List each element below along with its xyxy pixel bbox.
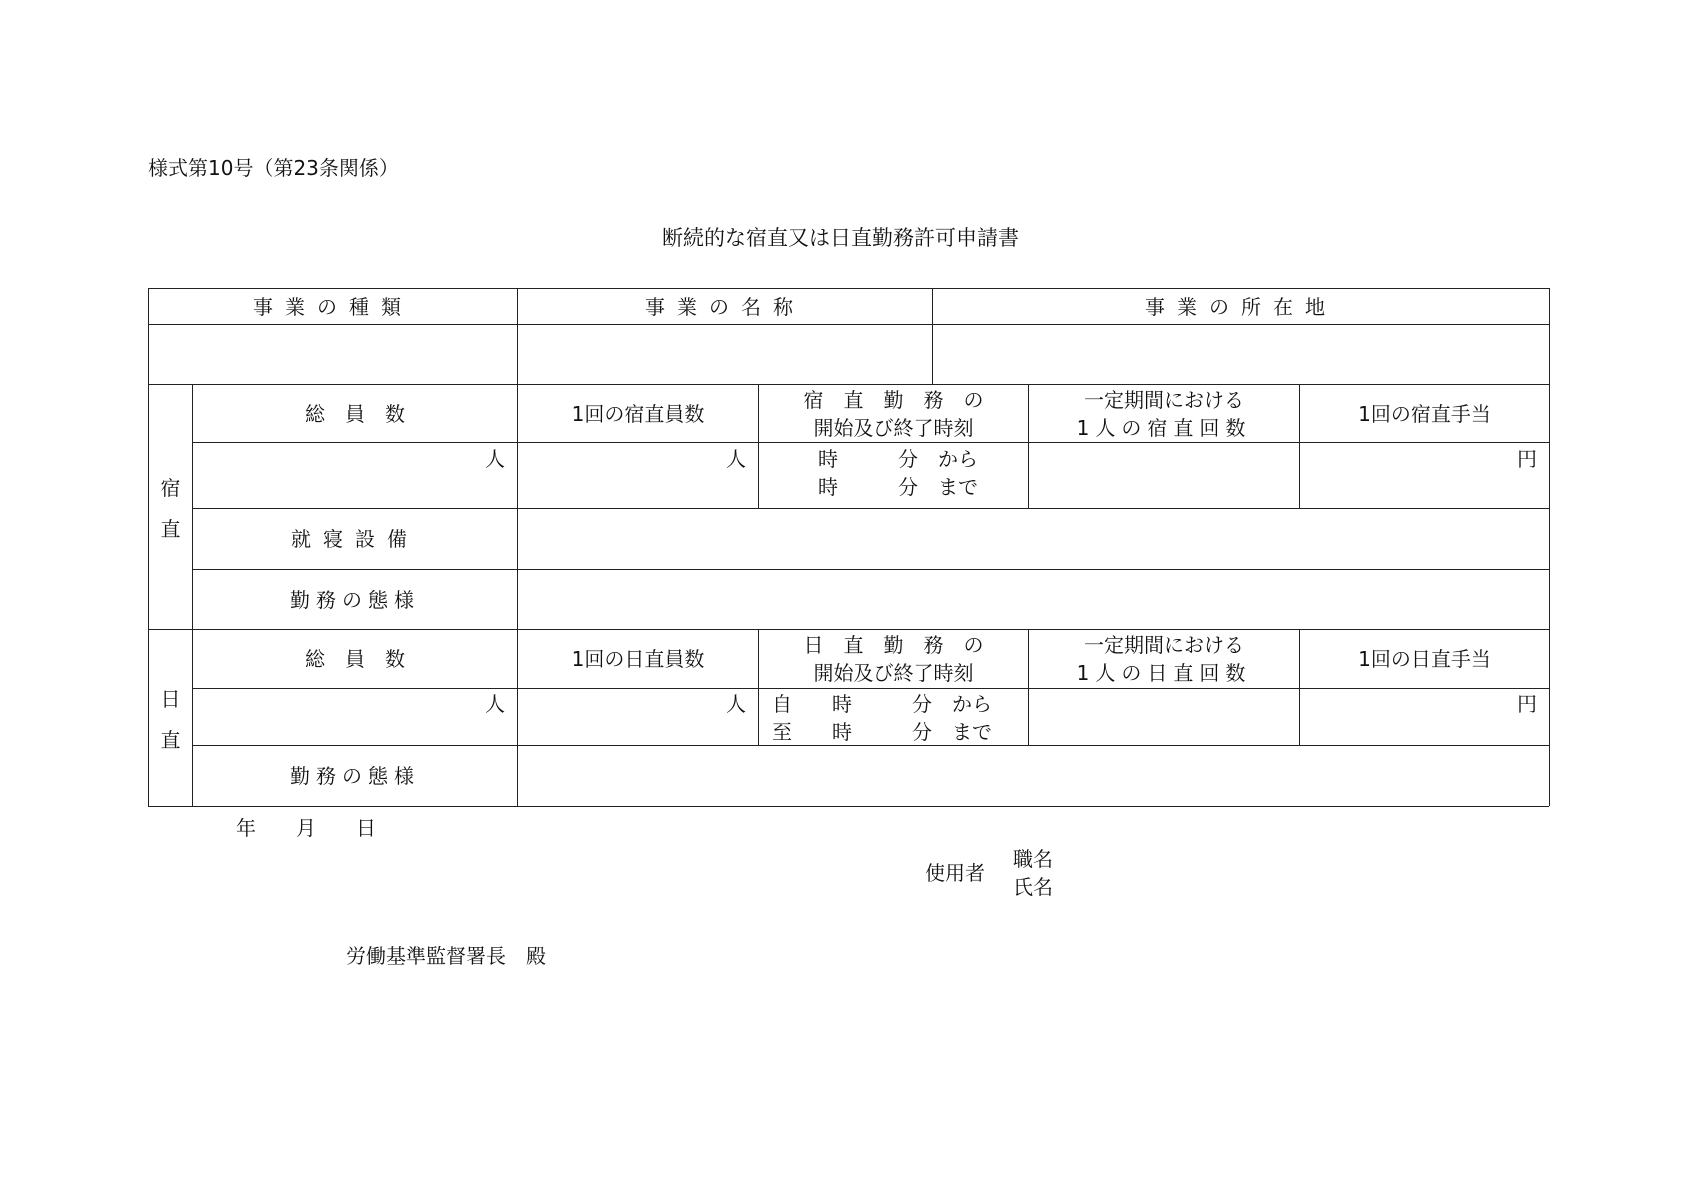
shukuchoku-side-label: [149, 385, 192, 629]
employer-name-label: 氏名: [1013, 875, 1053, 899]
shukuchoku-per-shift-unit: 人: [726, 447, 746, 471]
shukuchoku-side-char-2: 直: [160, 517, 181, 541]
nicchoku-time-label: [759, 630, 1028, 688]
nicchoku-side-label: [149, 630, 192, 806]
addressee: 労働基準監督署長 殿: [346, 944, 546, 968]
shukuchoku-time-to: 時 分 まで: [818, 475, 978, 499]
employer-label: 使用者: [925, 861, 985, 885]
nicchoku-work-mode-label: 勤務の態様: [290, 764, 420, 788]
nicchoku-count-label-line1: 一定期間における: [1084, 633, 1244, 657]
nicchoku-per-shift-unit: 人: [726, 692, 746, 716]
nicchoku-total-staff-unit: 人: [485, 692, 505, 716]
document-title: 断続的な宿直又は日直勤務許可申請書: [662, 226, 1019, 250]
shukuchoku-allowance-label: 1回の宿直手当: [1358, 401, 1491, 426]
date-line: 年 月 日: [236, 816, 376, 840]
sleep-facility-field[interactable]: [518, 509, 1549, 569]
shukuchoku-work-mode-field[interactable]: [518, 570, 1549, 629]
employer-title-label: 職名: [1013, 847, 1053, 871]
shukuchoku-side-char-1: 宿: [160, 476, 181, 500]
shukuchoku-total-staff-label: 総 員 数: [305, 401, 405, 426]
nicchoku-per-shift-staff-label: 1回の日直員数: [571, 647, 705, 671]
business-name-field[interactable]: [518, 325, 932, 384]
shukuchoku-time-label-line2: 開始及び終了時刻: [813, 415, 974, 440]
nicchoku-allowance-label: 1回の日直手当: [1358, 647, 1491, 671]
nicchoku-allowance-unit: 円: [1517, 692, 1537, 716]
shukuchoku-total-staff-unit: 人: [485, 447, 505, 471]
shukuchoku-time-from: 時 分 から: [818, 447, 978, 471]
header-business-type: 事業の種類: [253, 294, 413, 319]
shukuchoku-work-mode-label: 勤務の態様: [290, 587, 420, 612]
header-business-name: 事業の名称: [645, 294, 805, 319]
shukuchoku-count-label: [1029, 385, 1299, 442]
shukuchoku-allowance-unit: 円: [1517, 447, 1537, 471]
nicchoku-time-from: 自 時 分 から: [772, 692, 992, 716]
nicchoku-side-char-1: 日: [160, 687, 181, 711]
nicchoku-total-staff-label: 総 員 数: [305, 647, 405, 671]
nicchoku-time-label-line2: 開始及び終了時刻: [813, 661, 974, 685]
nicchoku-time-label-line1: 日 直 勤 務 の: [803, 633, 984, 657]
nicchoku-count-label-line2: 1人の日直回数: [1076, 661, 1252, 685]
form-number: 様式第10号（第23条関係）: [148, 156, 399, 180]
sleep-facility-label: 就寝設備: [291, 527, 419, 551]
shukuchoku-time-label: [759, 385, 1028, 442]
header-business-location: 事業の所在地: [1145, 294, 1337, 319]
nicchoku-work-mode-field[interactable]: [518, 746, 1549, 806]
business-type-field[interactable]: [149, 325, 517, 384]
business-location-field[interactable]: [933, 325, 1549, 384]
nicchoku-time-to: 至 時 分 まで: [772, 720, 992, 744]
nicchoku-side-char-2: 直: [160, 728, 181, 752]
nicchoku-count-label: [1029, 630, 1299, 688]
shukuchoku-count-label-line1: 一定期間における: [1084, 387, 1244, 412]
shukuchoku-per-shift-staff-label: 1回の宿直員数: [571, 401, 705, 426]
shukuchoku-time-label-line1: 宿 直 勤 務 の: [803, 387, 984, 412]
shukuchoku-count-label-line2: 1人の宿直回数: [1076, 415, 1252, 440]
